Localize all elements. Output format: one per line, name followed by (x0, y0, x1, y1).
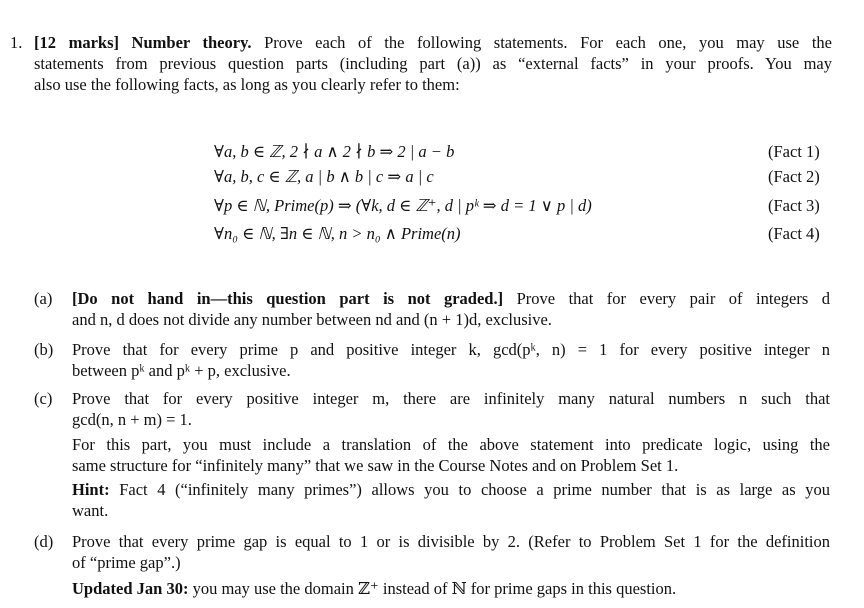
fact-formula: ∀n₀ ∈ ℕ, ∃n ∈ ℕ, n > n₀ ∧ Prime(n) (214, 224, 461, 243)
part-a-bold-note: [Do not hand in—this question part is not graded.] (72, 289, 504, 308)
update-text: you may use the domain ℤ⁺ instead of ℕ for prime gaps in this question. (192, 579, 677, 598)
fact-label: (Fact 2) (768, 167, 820, 186)
fact-row (0, 196, 864, 218)
fact-row (0, 142, 864, 164)
question-intro (34, 32, 832, 95)
fact-label: (Fact 1) (768, 142, 820, 161)
fact-formula: ∀p ∈ ℕ, Prime(p) ⇒ (∀k, d ∈ ℤ⁺, d | pᵏ ⇒ d = 1 ∨ p | d) (214, 196, 592, 215)
part-c-line-1: Prove that for every positive integer m, there are infinitely many natural numbers n such that (72, 389, 830, 408)
fact-formula: ∀a, b ∈ ℤ, 2 ∤ a ∧ 2 ∤ b ⇒ 2 | a − b (214, 142, 455, 161)
question-number: 1. (10, 33, 23, 52)
fact-label: (Fact 3) (768, 196, 820, 215)
question-marks: [12 marks] Number theory. (34, 33, 252, 52)
part-label: (c) (34, 389, 53, 408)
intro-line-1: Prove each of the following statements. For each one, you may use the (264, 33, 832, 52)
fact-row (0, 167, 864, 189)
part-a-line-2: and n, d does not divide any number between nd and (n + 1)d, exclusive. (72, 310, 552, 329)
hint-label: Hint: (72, 480, 110, 499)
fact-formula: ∀a, b, c ∈ ℤ, a | b ∧ b | c ⇒ a | c (214, 167, 434, 186)
hint-line-1: Fact 4 (“infinitely many primes”) allows you to choose a prime number that is as large as you (119, 480, 830, 499)
fact-label: (Fact 4) (768, 224, 820, 243)
intro-line-3: also use the following facts, as long as you clearly refer to them: (34, 75, 460, 94)
part-c-line-2: gcd(n, n + m) = 1. (72, 410, 192, 429)
part-a-line-1: Prove that for every pair of integers d (516, 289, 831, 308)
hint-line-2: want. (72, 501, 109, 520)
update-label: Updated Jan 30: (72, 579, 189, 598)
part-label: (a) (34, 289, 53, 308)
part-c-line-3: For this part, you must include a translation of the above statement into predicate logic, using the (72, 435, 830, 454)
part-c-line-4: same structure for “infinitely many” that we saw in the Course Notes and on Problem Set 1. (72, 456, 679, 475)
part-b-line-2: between pᵏ and pᵏ + p, exclusive. (72, 361, 291, 380)
part-d-line-1: Prove that every prime gap is equal to 1 or is divisible by 2. (Refer to Problem Set 1 for the definition (72, 532, 830, 551)
intro-line-2: statements from previous question parts (including part (a)) as “external facts” in your proofs. You may (34, 54, 832, 73)
part-d-line-2: of “prime gap”.) (72, 553, 181, 572)
part-label: (d) (34, 532, 54, 551)
part-label: (b) (34, 340, 54, 359)
part-b-line-1: Prove that for every prime p and positive integer k, gcd(pᵏ, n) = 1 for every positive integer n (72, 340, 830, 359)
fact-row (0, 224, 864, 246)
